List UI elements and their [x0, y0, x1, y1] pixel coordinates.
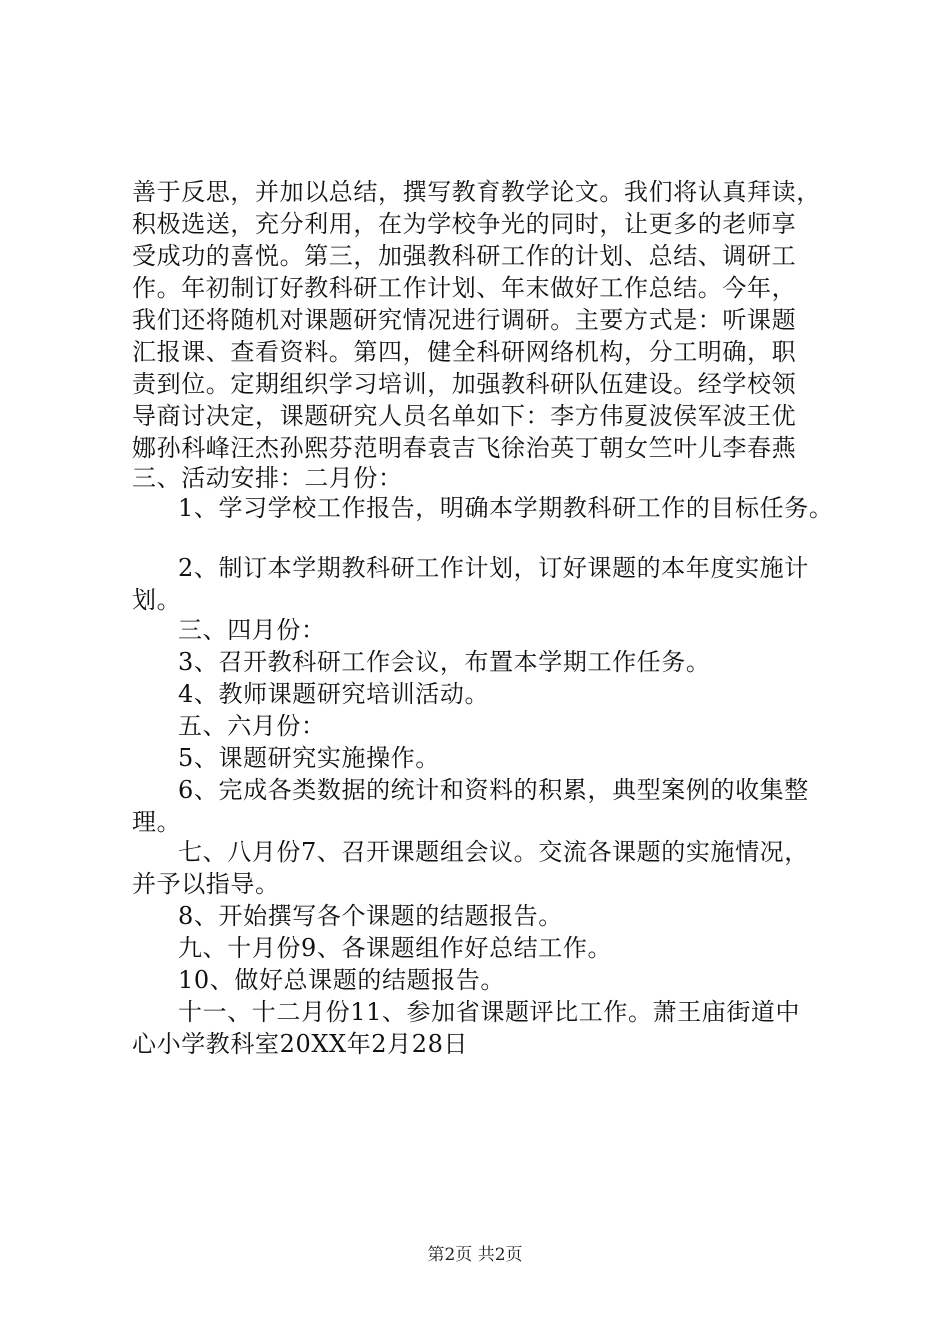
list-item: 10、做好总课题的结题报告。 [178, 966, 505, 994]
section-heading: 三、活动安排：二月份： [132, 464, 403, 492]
list-item: 3、召开教科研工作会议，布置本学期工作任务。 [178, 648, 711, 676]
list-item: 1、学习学校工作报告，明确本学期教科研工作的目标任务。 [178, 494, 834, 522]
month-heading: 三、四月份： [178, 616, 326, 644]
paragraph-line: 积极选送，充分利用，在为学校争光的同时，让更多的老师享 [132, 210, 797, 238]
paragraph-line: 责到位。定期组织学习培训，加强教科研队伍建设。经学校领 [132, 370, 797, 398]
paragraph-line: 汇报课、查看资料。第四，健全科研网络机构，分工明确，职 [132, 338, 797, 366]
list-item-continuation: 划。 [132, 586, 182, 614]
list-item: 七、八月份7、召开课题组会议。交流各课题的实施情况， [178, 838, 809, 866]
list-item: 4、教师课题研究培训活动。 [178, 680, 490, 708]
paragraph-line: 善于反思，并加以总结，撰写教育教学论文。我们将认真拜读， [132, 178, 821, 206]
list-item-continuation: 理。 [132, 808, 182, 836]
list-item: 6、完成各类数据的统计和资料的积累，典型案例的收集整 [178, 776, 809, 804]
signature-line: 心小学教科室20XX年2月28日 [132, 1030, 469, 1058]
list-item: 九、十月份9、各课题组作好总结工作。 [178, 934, 613, 962]
page-footer: 第2页 共2页 [427, 1245, 523, 1265]
list-item: 8、开始撰写各个课题的结题报告。 [178, 902, 563, 930]
list-item: 2、制订本学期教科研工作计划，订好课题的本年度实施计 [178, 554, 809, 582]
paragraph-line: 导商讨决定，课题研究人员名单如下：李方伟夏波侯军波王优 [132, 402, 797, 430]
paragraph-line: 受成功的喜悦。第三，加强教科研工作的计划、总结、调研工 [132, 242, 797, 270]
paragraph-line: 我们还将随机对课题研究情况进行调研。主要方式是：听课题 [132, 306, 797, 334]
list-item: 十一、十二月份11、参加省课题评比工作。萧王庙街道中 [178, 998, 801, 1026]
paragraph-line: 作。年初制订好教科研工作计划、年末做好工作总结。今年， [132, 274, 797, 302]
list-item-continuation: 并予以指导。 [132, 870, 280, 898]
paragraph-line: 娜孙科峰汪杰孙熙芬范明春袁吉飞徐治英丁朝女竺叶儿李春燕 [132, 434, 797, 462]
month-heading: 五、六月份： [178, 712, 326, 740]
list-item: 5、课题研究实施操作。 [178, 744, 440, 772]
